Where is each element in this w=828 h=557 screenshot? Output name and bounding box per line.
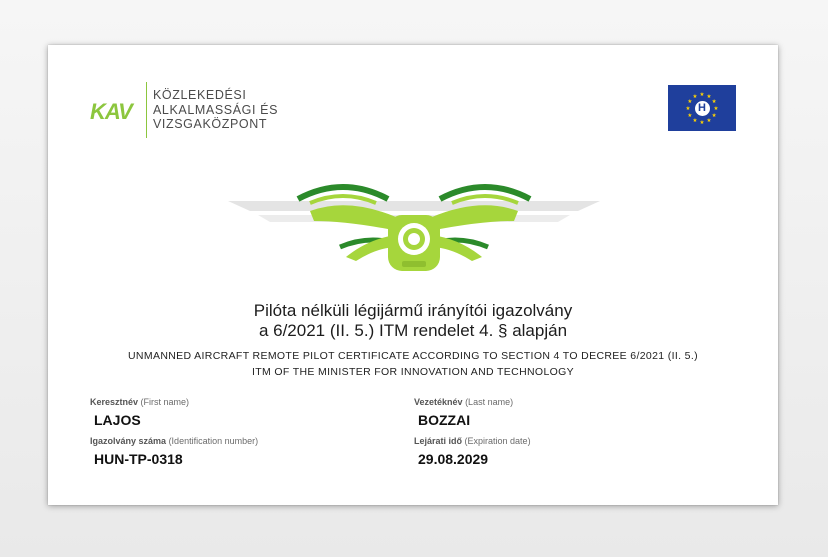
expiration-label-en: (Expiration date) bbox=[464, 436, 531, 446]
country-code: H bbox=[695, 101, 710, 116]
first-name-label-hu: Keresztnév bbox=[90, 397, 139, 407]
issuer-name-line-2: ALKALMASSÁGI ÉS bbox=[153, 102, 279, 117]
eu-flag-icon bbox=[668, 85, 736, 131]
issuer-name-line-3: VIZSGAKÖZPONT bbox=[153, 117, 268, 132]
id-number-label-en: (Identification number) bbox=[168, 436, 259, 446]
last-name-label-hu: Vezetéknév bbox=[414, 397, 463, 407]
eu-star-icon: ★ bbox=[706, 93, 712, 100]
title-english-line-1: UNMANNED AIRCRAFT REMOTE PILOT CERTIFICATE ACCORDING TO SECTION 4 TO DECREE 6/2021 (II. 5.) bbox=[128, 350, 698, 362]
drone-wing-band bbox=[228, 201, 600, 211]
last-name-label bbox=[414, 397, 513, 407]
expiration-label bbox=[414, 436, 531, 446]
last-name-label-en: (Last name) bbox=[465, 397, 514, 407]
title-hungarian-line-1: Pilóta nélküli légijármű irányítói igazolvány bbox=[253, 301, 573, 320]
eu-star-icon: ★ bbox=[699, 120, 705, 126]
title-hungarian-line-2: a 6/2021 (II. 5.) ITM rendelet 4. § alapján bbox=[258, 321, 568, 340]
eu-star-icon: ★ bbox=[685, 106, 691, 112]
id-number-label bbox=[90, 436, 258, 446]
issuer-name bbox=[153, 88, 278, 132]
drone-camera-center bbox=[408, 233, 420, 245]
eu-star-icon: ★ bbox=[706, 118, 712, 125]
eu-star-icon: ★ bbox=[692, 93, 698, 100]
eu-star-icon: ★ bbox=[687, 113, 693, 119]
kav-logo-mark bbox=[90, 95, 140, 125]
logo-divider bbox=[146, 82, 147, 138]
expiration-label-hu: Lejárati idő bbox=[414, 436, 463, 446]
kav-logo-letters: KAV bbox=[90, 99, 132, 124]
title-english-line-2: ITM OF THE MINISTER FOR INNOVATION AND TECHNOLOGY bbox=[251, 366, 575, 378]
issuer-logo bbox=[90, 81, 278, 139]
pilot-certificate-card bbox=[48, 45, 778, 505]
drone-body-base bbox=[402, 261, 426, 267]
first-name-value: LAJOS bbox=[94, 412, 141, 428]
expiration-value: 29.08.2029 bbox=[418, 451, 489, 467]
id-number-value: HUN-TP-0318 bbox=[94, 451, 183, 467]
eu-star-icon: ★ bbox=[713, 106, 719, 112]
issuer-name-line-1: KÖZLEKEDÉSI bbox=[153, 88, 247, 103]
eu-star-icon: ★ bbox=[711, 113, 717, 119]
id-number-label-hu: Igazolvány száma bbox=[90, 436, 167, 446]
eu-star-icon: ★ bbox=[699, 92, 705, 98]
eu-star-icon: ★ bbox=[692, 118, 698, 125]
first-name-label bbox=[90, 397, 189, 407]
last-name-value: BOZZAI bbox=[418, 412, 471, 428]
eu-star-icon: ★ bbox=[711, 99, 717, 105]
drone-icon bbox=[228, 177, 600, 285]
first-name-label-en: (First name) bbox=[140, 397, 190, 407]
eu-star-icon: ★ bbox=[687, 99, 693, 105]
